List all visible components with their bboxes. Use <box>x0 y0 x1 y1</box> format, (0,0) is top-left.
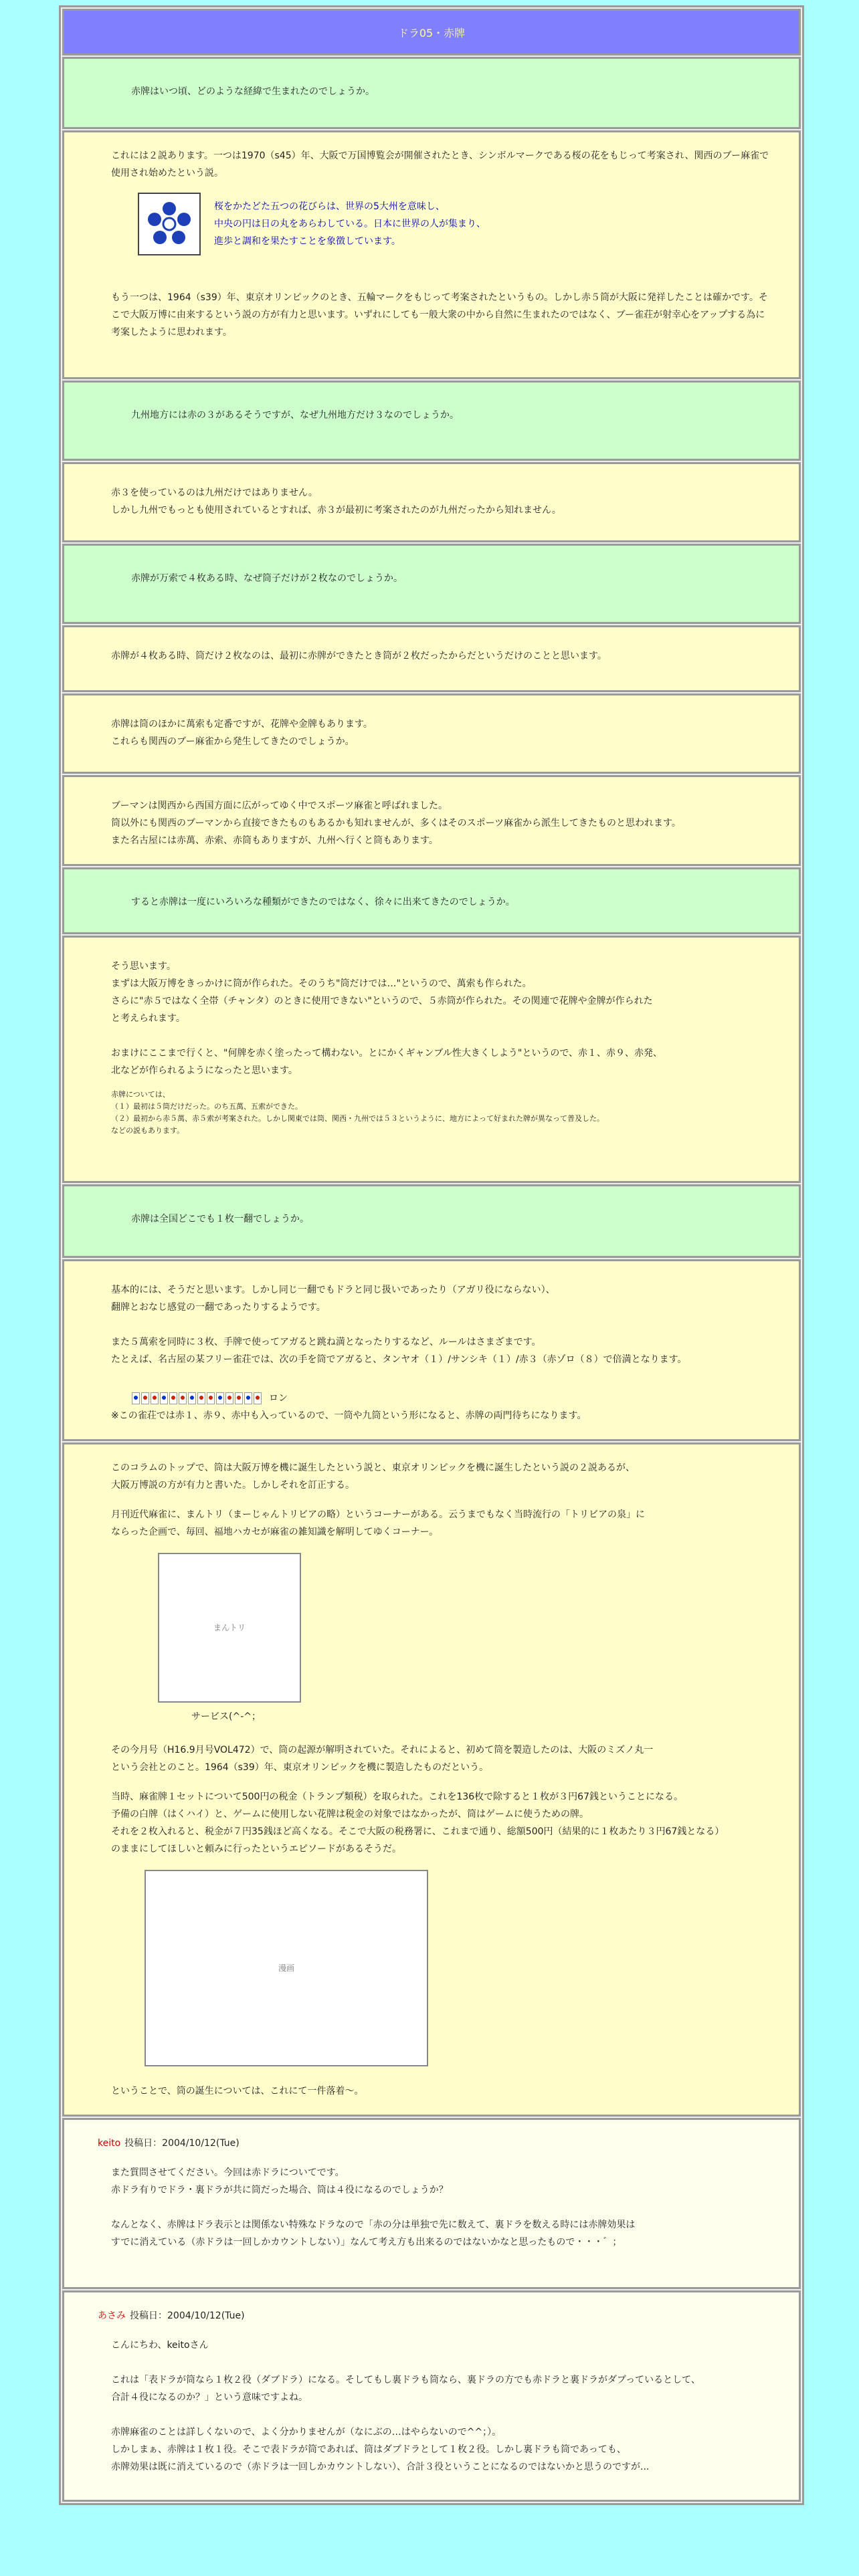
tile-icon <box>207 1392 215 1404</box>
answer-line: 赤牌は筒のほかに萬索も定番ですが、花牌や金牌もあります。 <box>111 719 373 730</box>
section-6 <box>62 693 801 774</box>
column-line: その今月号（H16.9月号VOL472）で、筒の起源が解明されていた。それによると、初めて筒を製造したのは、大阪のミズノ丸一 <box>111 1745 654 1755</box>
caption-line: 桜をかたどた五つの花びらは、世界の5大州を意味し、 <box>214 201 445 212</box>
page-title-bar <box>62 9 801 56</box>
post-date: 投稿日：2004/10/12(Tue) <box>124 2138 240 2149</box>
section-7 <box>62 775 801 866</box>
section-3 <box>62 462 801 542</box>
section-0 <box>62 57 801 129</box>
caption-line: 進歩と調和を果たすことを象徴しています。 <box>214 236 401 247</box>
answer-paragraph: これには２説あります。一つは1970（s45）年、大阪で万国博覧会が開催されたとき、シンボルマークである桜の花をもじって考案され、関西のブー麻雀で使用され始めたという説。 <box>111 150 769 179</box>
section-11 <box>62 1259 801 1441</box>
post-line: なんとなく、赤牌はドラ表示とは関係ない特殊なドラなので「赤の分は単独で先に数えて、裏ドラを数える時には赤牌効果は <box>111 2220 636 2230</box>
section-body <box>64 695 799 765</box>
magazine-photo-label: まんトリ <box>213 1623 246 1632</box>
column-line: このコラムのトップで、筒は大阪万博を機に誕生したという説と、東京オリンピックを機に誕生したという説の２説あるが、 <box>111 1463 636 1473</box>
post-line: 赤牌効果は既に消えているので（赤ドラは一回しかカウントしない）、合計３役ということになるのではないかと思うのですが... <box>111 2462 650 2472</box>
answer-line: 北などが作られるようになったと思います。 <box>111 1065 298 1076</box>
section-12 <box>62 1442 801 2117</box>
post-line: また質問させてください。今回は赤ドラについてです。 <box>111 2167 345 2178</box>
ron-label: ロン <box>269 1393 288 1404</box>
column-paragraph <box>91 1459 772 1494</box>
question-text: 赤牌は全国どこでも１枚一翻でしょうか。 <box>131 1214 309 1224</box>
manga-panel <box>145 1870 428 2066</box>
post-line: すでに消えている（赤ドラは一回しかカウントしない）」なんて考え方も出来るのではないかなと思ったもので・・・゛； <box>111 2237 622 2248</box>
column-end: ということで、筒の誕生については、これにて一件落着〜。 <box>111 2086 364 2097</box>
answer-line: まずは大阪万博をきっかけに筒が作られた。そのうち"筒だけでは…"というので、萬索も作られた。 <box>111 978 532 989</box>
photo-caption: サービス(^-^； <box>191 1711 261 1722</box>
section-body <box>64 777 799 864</box>
section-9 <box>62 936 801 1183</box>
post-line: 合計４役になるのか？」という意味ですよね。 <box>111 2392 308 2403</box>
section-body <box>64 627 799 679</box>
column-line: 当時、麻雀牌１セットについて500円の税金（トランプ類税）を取られた。これを136枚で除すると１枚が３円67銭ということになる。 <box>111 1792 683 1802</box>
section-5 <box>62 625 801 692</box>
post-line: しかしまぁ、赤牌は１枚１役。そこで表ドラが筒であれば、筒はダブドラとして１枚２役。しかし裏ドラも筒であっても、 <box>111 2444 626 2455</box>
answer-line: さらに"赤５ではなく全帯（チャンタ）のときに使用できない"というので、５赤筒が作られた。その関連で花牌や金牌が作られた <box>111 996 653 1006</box>
tile-icon <box>216 1392 224 1404</box>
post-body <box>91 2337 772 2476</box>
answer-line: ※この雀荘では赤１、赤９、赤中も入っているので、一筒や九筒という形になると、赤牌の両門待ちになります。 <box>111 1410 587 1421</box>
column-line: ならった企画で、毎回、福地ハカセが麻雀の雑知識を解明してゆくコーナー。 <box>111 1527 439 1537</box>
page-title: ドラ05・赤牌 <box>397 26 466 39</box>
post-header <box>91 2307 772 2325</box>
tile-icon <box>160 1392 168 1404</box>
section-body <box>64 2120 799 2266</box>
post-line: 赤ドラ有りでドラ・裏ドラが共に筒だった場合、筒は４役になるのでしょうか？ <box>111 2185 448 2195</box>
section-8 <box>62 867 801 934</box>
column-line: のままにしてほしいと頼みに行ったというエピソードがあるそうだ。 <box>111 1844 401 1854</box>
answer-line: たとえば、名古屋の某フリー雀荘では、次の手を筒でアガると、タンヤオ（１）/サンシキ（１）/赤３（赤ゾロ（８）で倍満となります。 <box>111 1354 687 1365</box>
section-body <box>64 869 799 926</box>
section-body <box>64 1186 799 1243</box>
manga-panel-label: 漫画 <box>278 1963 294 1973</box>
post-line <box>111 2406 772 2424</box>
expo-emblem-caption <box>214 198 486 250</box>
section-body <box>64 383 799 439</box>
caption-line: 中央の円は日の丸をあらわしている。日本に世界の人が集まり、 <box>214 219 486 229</box>
note-line: （１）最初は５筒だけだった。のち五萬、五索ができた。 <box>111 1102 302 1111</box>
post-line: 赤牌麻雀のことは詳しくないので、よく分かりませんが（なにぶの…はやらないので^^；）。 <box>111 2427 502 2438</box>
question-text: 赤牌はいつ頃、どのような経緯で生まれたのでしょうか。 <box>131 86 375 97</box>
tile-icon <box>141 1392 149 1404</box>
column-paragraph <box>91 1788 772 1858</box>
tile-icon <box>235 1392 243 1404</box>
answer-line: 翻牌とおなじ感覚の一翻であったりするようです。 <box>111 1302 326 1313</box>
column-line: という会社とのこと。1964（s39）年、東京オリンピックを機に製造したものだという。 <box>111 1762 489 1773</box>
section-body <box>64 938 799 1152</box>
post-line: これは「表ドラが筒なら１枚２役（ダブドラ）になる。そしてもし裏ドラも筒なら、裏ドラの方でも赤ドラと裏ドラがダブっているとして、 <box>111 2375 700 2385</box>
tile-icon <box>225 1392 233 1404</box>
answer-line <box>91 1368 772 1386</box>
tile-icon <box>197 1392 205 1404</box>
section-2 <box>62 381 801 461</box>
section-4 <box>62 544 801 624</box>
post-author[interactable]: あさみ <box>98 2311 126 2321</box>
answer-line: そう思います。 <box>111 961 176 972</box>
post-body <box>91 2164 772 2251</box>
section-body <box>64 1444 799 2115</box>
section-body <box>64 546 799 602</box>
column-paragraph <box>91 1741 772 1776</box>
section-body <box>64 464 799 534</box>
section-1 <box>62 130 801 379</box>
note-line: （２）最初から赤５萬、赤５索が考案された。しかし関東では筒、関西・九州では５３というように、地方によって好まれた牌が異なって普及した。 <box>111 1114 604 1123</box>
answer-line: これらも関西のブー麻雀から発生してきたのでしょうか。 <box>111 736 355 747</box>
answer-line: 赤３を使っているのは九州だけではありません。 <box>111 488 318 498</box>
post-line <box>111 2199 772 2216</box>
question-text: 九州地方には赤の３があるそうですが、なぜ九州地方だけ３なのでしょうか。 <box>131 410 459 421</box>
column-line: 予備の白牌（はくハイ）と、ゲームに使用しない花牌は税金の対象ではなかったが、筒はゲームに使うための牌。 <box>111 1809 589 1820</box>
page-container <box>59 5 804 2505</box>
column-paragraph <box>91 1506 772 1541</box>
answer-line <box>91 1316 772 1333</box>
notes <box>91 1089 772 1137</box>
answer-line: 赤牌が４枚ある時、筒だけ２枚なのは、最初に赤牌ができたとき筒が２枚だったからだというだけのことと思います。 <box>111 651 607 661</box>
note-line: 赤牌については、 <box>111 1090 170 1099</box>
answer-line: また名古屋には赤萬、赤索、赤筒もありますが、九州へ行くと筒もあります。 <box>111 835 438 846</box>
question-text: 赤牌が万索で４枚ある時、なぜ筒子だけが２枚なのでしょうか。 <box>131 573 403 584</box>
post-author[interactable]: keito <box>98 2138 121 2149</box>
section-10 <box>62 1184 801 1258</box>
tile-icon <box>151 1392 159 1404</box>
post-line <box>111 2354 772 2371</box>
post-header <box>91 2135 772 2152</box>
expo-emblem-block <box>138 193 772 255</box>
answer-line: おまけにここまで行くと、"何牌を赤く塗ったって構わない。とにかくギャンブル性大きくしよう"というので、赤１、赤９、赤発、 <box>111 1048 663 1059</box>
post-line: こんにちわ、keitoさん <box>111 2340 209 2351</box>
section-body <box>64 59 799 115</box>
tile-icon <box>132 1392 140 1404</box>
tile-icon <box>254 1392 262 1404</box>
section-body <box>64 132 799 356</box>
answer-line: しかし九州でもっとも使用されているとすれば、赤３が最初に考案されたのが九州だったから知れません。 <box>111 505 561 516</box>
answer-line: ブーマンは関西から西国方面に広がってゆく中でスポーツ麻雀と呼ばれました。 <box>111 800 448 811</box>
expo-sakura-emblem <box>138 193 201 255</box>
tile-icon <box>188 1392 196 1404</box>
tile-icon <box>244 1392 252 1404</box>
column-line: 月刊近代麻雀に、まんトリ（まーじゃんトリビアの略）というコーナーがある。云うまでもなく当時流行の「トリビアの泉」に <box>111 1509 645 1520</box>
answer-paragraph: もう一つは、1964（s39）年、東京オリンピックのとき、五輪マークをもじって考案されたというもの。しかし赤５筒が大阪に発祥したことは確かです。そこで大阪万博に由来するという説の方が有力と思います。いずれにしても一般大衆の中から自然に生まれたのではなく、ブー雀荘が射幸心をアップする為に考案したように思われます。 <box>111 292 768 338</box>
note-line: などの説もあります。 <box>111 1126 185 1135</box>
section-13 <box>62 2118 801 2289</box>
answer-line: 筒以外にも関西のブーマンから直接できたものもあるかも知れませんが、多くはそのスポーツ麻雀から派生してきたものと思われます。 <box>111 818 681 829</box>
hand-example <box>111 1390 772 1407</box>
answer-line: 基本的には、そうだと思います。しかし同じ一翻でもドラと同じ扱いであったり（アガリ役にならない）、 <box>111 1285 555 1295</box>
section-body <box>64 2292 799 2490</box>
answer-line: と考えられます。 <box>111 1013 185 1024</box>
question-text: すると赤牌は一度にいろいろな種類ができたのではなく、徐々に出来てきたのでしょうか。 <box>131 897 515 907</box>
column-line: 大阪万博説の方が有力と書いた。しかしそれを訂正する。 <box>111 1480 355 1491</box>
answer-line <box>91 1027 772 1045</box>
magazine-photo <box>158 1553 301 1703</box>
answer-line: また５萬索を同時に３枚、手牌で使ってアガると跳ね満となったりするなど、ルールはさまざまです。 <box>111 1337 541 1348</box>
post-date: 投稿日：2004/10/12(Tue) <box>130 2311 245 2321</box>
column-line: それを２枚入れると、税金が７円35銭ほど高くなる。そこで大阪の税務署に、これまで通り、総額500円（結果的に１枚あたり３円67銭となる） <box>111 1826 725 1837</box>
tile-icon <box>179 1392 187 1404</box>
tile-icon <box>169 1392 177 1404</box>
section-body <box>64 1261 799 1439</box>
section-14 <box>62 2290 801 2502</box>
